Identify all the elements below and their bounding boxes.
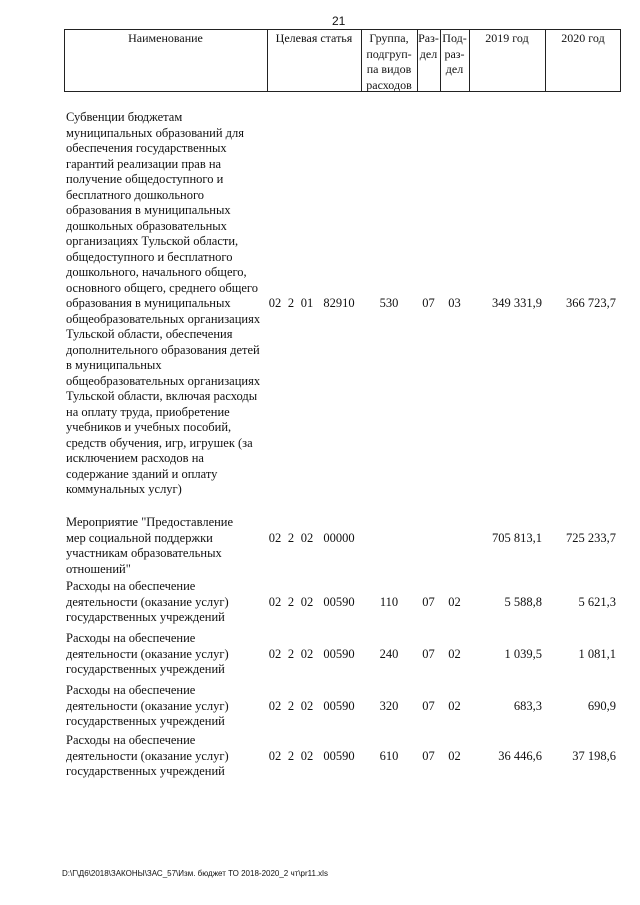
row-name-line: бесплатного дошкольного (66, 187, 205, 202)
row-name-line: государственных учреждений (66, 610, 225, 624)
row-name-line: средств обучения, игр, игрушек (за (66, 435, 253, 450)
cell-2019: 683,3 (513, 698, 542, 713)
page-number: 21 (332, 14, 346, 28)
row-name-line: Расходы на обеспечение (66, 683, 196, 697)
cell-2019: 705 813,1 (492, 530, 542, 545)
code-subprogram: 2 (287, 698, 295, 713)
code-subprogram: 2 (287, 296, 295, 310)
row-name-line: основного общего, среднего общего (66, 280, 258, 295)
row-name-line: Тульской области, включая расходы (66, 389, 258, 403)
row-name-line: дошкольных образовательных (66, 218, 227, 233)
header-group: Группа, подгруп- па видов расходов (366, 31, 412, 92)
row-name-line: исключением расходов на (66, 451, 204, 465)
row-name-line: общеобразовательных организациях (66, 373, 261, 388)
cell-subsection: 03 (448, 296, 461, 310)
cell-2020: 5 621,3 (578, 594, 616, 609)
cell-2019: 349 331,9 (492, 296, 542, 310)
row-name-line: Расходы на обеспечение (66, 631, 196, 645)
row-name-line: на оплату труда, приобретение (66, 404, 230, 419)
header-subsection: Под- раз- дел (442, 31, 467, 76)
row-name-line: дошкольного, начального общего, (66, 265, 247, 279)
code-subprogram: 2 (287, 594, 295, 609)
code-program: 02 (268, 748, 282, 763)
cell-2019: 5 588,8 (504, 594, 542, 609)
row-name-line: образования в муниципальных (66, 296, 231, 310)
row-name-line: дополнительного образования детей (66, 342, 260, 357)
header-target: Целевая статья (275, 31, 353, 45)
code-event: 01 (300, 296, 314, 310)
code-program: 02 (268, 296, 282, 310)
row-name-line: Мероприятие "Предоставление (66, 515, 234, 529)
code-subprogram: 2 (287, 646, 295, 661)
row-name-line: участникам образовательных (66, 546, 222, 560)
row-name-line: деятельности (оказание услуг) (66, 594, 229, 609)
code-event: 02 (300, 748, 314, 763)
header-name: Наименование (128, 31, 203, 45)
row-name-line: государственных учреждений (66, 662, 225, 676)
row-name-line: образования в муниципальных (66, 203, 231, 217)
code-direction: 00590 (323, 698, 355, 713)
cell-2020: 725 233,7 (566, 530, 616, 545)
cell-subsection: 02 (448, 646, 461, 661)
row-name-line: Расходы на обеспечение (66, 733, 196, 747)
cell-section: 07 (422, 748, 435, 763)
code-direction: 00590 (323, 646, 355, 661)
header-2020: 2020 год (561, 31, 605, 45)
file-path-footer: D:\Г\Д6\2018\ЗАКОНЫ\ЗАС_57\Изм. бюджет ТО 2018-2020_2 чт\pr11.xls (62, 869, 328, 878)
cell-group: 320 (379, 698, 399, 713)
cell-section: 07 (422, 698, 435, 713)
cell-group: 530 (379, 296, 399, 310)
cell-section: 07 (422, 646, 435, 661)
row-name-line: деятельности (оказание услуг) (66, 646, 229, 661)
cell-2020: 366 723,7 (566, 296, 616, 310)
code-event: 02 (300, 594, 314, 609)
cell-2020: 1 081,1 (578, 646, 616, 661)
cell-2019: 36 446,6 (498, 748, 542, 763)
row-name-line: мер социальной поддержки (66, 530, 213, 545)
cell-subsection: 02 (448, 594, 461, 609)
code-program: 02 (268, 698, 282, 713)
row-name-line: государственных учреждений (66, 764, 225, 778)
code-subprogram: 2 (287, 748, 295, 763)
cell-group: 610 (379, 748, 399, 763)
cell-subsection: 02 (448, 698, 461, 713)
code-direction: 00590 (323, 594, 355, 609)
cell-section: 07 (422, 296, 435, 310)
row-name-line: общеобразовательных организациях (66, 311, 261, 326)
row-name-line: гарантий реализации прав на (66, 156, 222, 171)
cell-2020: 37 198,6 (572, 748, 616, 763)
row-name-line: деятельности (оказание услуг) (66, 748, 229, 763)
row-name-line: получение общедоступного и (66, 172, 224, 186)
row-name-line: отношений" (66, 561, 131, 576)
code-event: 02 (300, 698, 314, 713)
code-direction: 82910 (323, 296, 355, 310)
code-direction: 00590 (323, 748, 355, 763)
row-name-line: коммунальных услуг) (66, 482, 182, 496)
row-name-line: содержание зданий и оплату (66, 466, 218, 481)
row-name-line: организациях Тульской области, (66, 234, 239, 248)
row-name-line: Субвенции бюджетам (66, 110, 183, 124)
code-event: 02 (300, 530, 314, 545)
row-name-line: в муниципальных (66, 358, 162, 372)
cell-subsection: 02 (448, 748, 461, 763)
row-name-line: учебников и учебных пособий, (66, 420, 232, 434)
cell-2020: 690,9 (587, 698, 616, 713)
row-name-line: Тульской области, обеспечения (66, 327, 233, 341)
code-program: 02 (268, 530, 282, 545)
row-name-line: Расходы на обеспечение (66, 579, 196, 593)
code-program: 02 (268, 594, 282, 609)
cell-2019: 1 039,5 (504, 646, 542, 661)
cell-group: 240 (379, 646, 399, 661)
row-name-line: муниципальных образований для (66, 125, 245, 140)
code-event: 02 (300, 646, 314, 661)
header-section: Раз- дел (418, 31, 439, 61)
code-subprogram: 2 (287, 530, 295, 545)
row-name-line: государственных учреждений (66, 714, 225, 728)
code-program: 02 (268, 646, 282, 661)
cell-group: 110 (379, 594, 399, 609)
header-2019: 2019 год (485, 31, 529, 45)
row-name-line: общедоступного и бесплатного (66, 249, 233, 264)
row-name-line: обеспечения государственных (66, 141, 227, 155)
row-name-line: деятельности (оказание услуг) (66, 698, 229, 713)
cell-section: 07 (422, 594, 435, 609)
code-direction: 00000 (323, 530, 355, 545)
